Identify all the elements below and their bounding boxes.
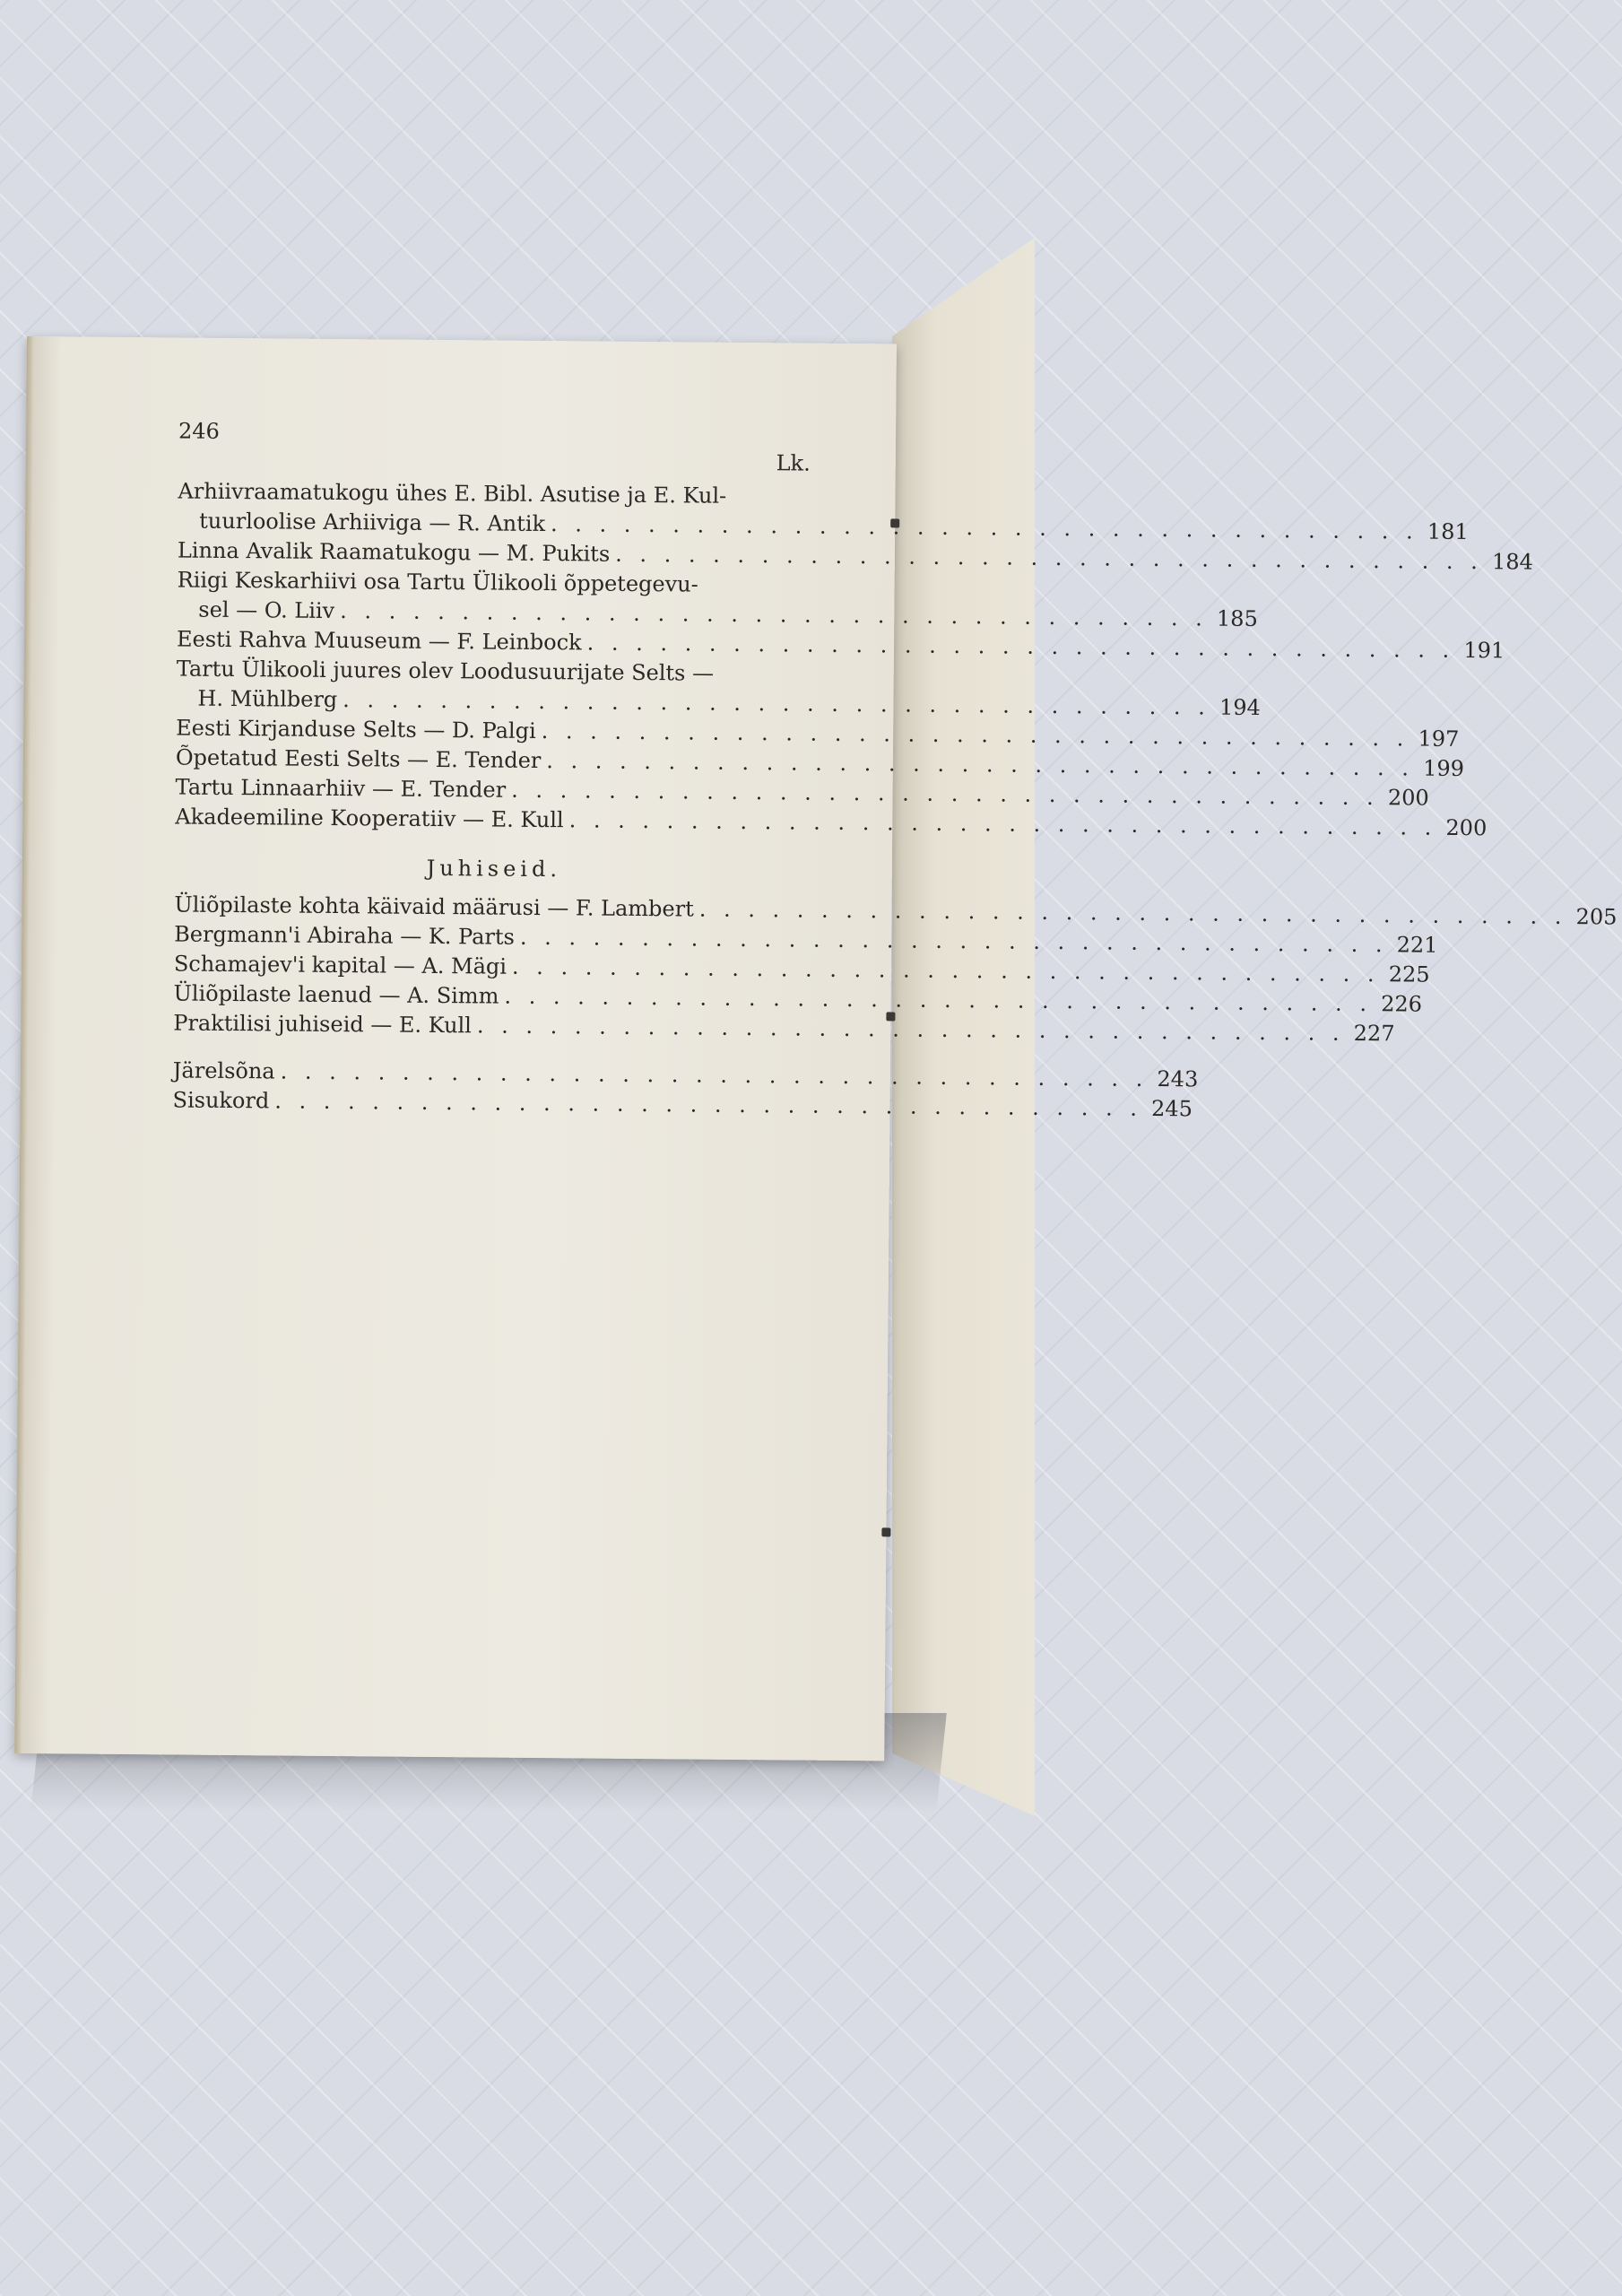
toc-entry-title: Eesti Kirjanduse Selts — D. Palgi — [176, 715, 536, 744]
toc-entry-title: Praktilisi juhiseid — E. Kull — [173, 1010, 473, 1039]
toc-entry-page: 221 — [1396, 932, 1438, 958]
toc-entry-title: Järelsõna — [172, 1057, 275, 1084]
toc-entry-title: H. Mühlberg — [197, 685, 338, 713]
toc-entry-page: 197 — [1418, 726, 1460, 752]
toc-entry-line: Arhiivraamatukogu ühes E. Bibl. Asutise ja E. Kul- — [178, 478, 727, 509]
leader-dots: . . . . . . . . . . . . . . . . . . . . . . . . . . . . . . . . . . . . — [586, 630, 1455, 663]
toc-entry-line: Riigi Keskarhiivi osa Tartu Ülikooli õppetegevu- — [177, 567, 698, 597]
toc-entry — [173, 1008, 1395, 1047]
toc-entry-page: 245 — [1150, 1095, 1193, 1122]
toc-entry-page: 194 — [1219, 694, 1261, 721]
leader-dots: . . . . . . . . . . . . . . . . . . . . . . . . . . . . . . . . . . . . — [568, 807, 1437, 840]
toc-entry-title: Õpetatud Eesti Selts — E. Tender — [175, 744, 542, 774]
toc-entry — [175, 802, 1488, 841]
toc-entry-page: 227 — [1353, 1020, 1395, 1047]
toc-entry-page: 184 — [1491, 549, 1533, 575]
leader-dots: . . . . . . . . . . . . . . . . . . . . . . . . . . . . . . . . . . . . — [280, 1058, 1149, 1091]
toc-entry-page: 181 — [1427, 518, 1469, 545]
page-edge — [14, 336, 34, 1753]
toc-entry-title: Tartu Linnaarhiiv — E. Tender — [175, 774, 507, 803]
toc-entry-page: 200 — [1445, 814, 1488, 841]
toc-entry-title: Eesti Rahva Muuseum — F. Leinbock — [176, 626, 582, 656]
toc-entry-title: Üliõpilaste kohta käivaid määrusi — F. Lambert — [174, 891, 694, 922]
toc-group — [175, 476, 1533, 841]
toc-entry-title: Sisukord — [172, 1087, 270, 1114]
leader-dots: . . . . . . . . . . . . . . . . . . . . . . . . . . . . . . . . . . . . — [698, 896, 1567, 930]
toc-entry-page: 200 — [1387, 785, 1429, 811]
page-column-label: Lk. — [776, 450, 811, 476]
toc-group — [172, 1056, 1199, 1122]
leader-dots: . . . . . . . . . . . . . . . . . . . . . . . . . . . . . . . . . . . . — [476, 1013, 1345, 1046]
toc-entry-page: 185 — [1216, 605, 1258, 631]
section-heading: Juhiseid. — [426, 855, 562, 883]
leader-dots: . . . . . . . . . . . . . . . . . . . . . . . . . . . . . . . . . . . . — [340, 598, 1208, 631]
leader-dots: . . . . . . . . . . . . . . . . . . . . . . . . . . . . . . . . . . . . — [511, 953, 1380, 987]
toc-entry-page: 225 — [1388, 961, 1430, 987]
leader-dots: . . . . . . . . . . . . . . . . . . . . . . . . . . . . . . . . . . . . — [541, 718, 1409, 752]
toc-entry-title: Linna Avalik Raamatukogu — M. Pukits — [177, 537, 611, 567]
leader-dots: . . . . . . . . . . . . . . . . . . . . . . . . . . . . . . . . . . . . — [274, 1088, 1143, 1121]
book-page — [14, 336, 1618, 1761]
toc-entry-title: Schamajev'i kapital — A. Mägi — [173, 951, 507, 979]
staple — [881, 1527, 890, 1536]
toc-entry-line: Tartu Ülikooli juures olev Loodusuurijate Selts — — [176, 656, 715, 686]
toc-entry-page: 199 — [1423, 755, 1465, 782]
table-of-contents — [172, 476, 1618, 1122]
toc-entry-title: tuurloolise Arhiiviga — R. Antik — [199, 508, 546, 537]
toc-entry-title: sel — O. Liiv — [198, 596, 335, 624]
leader-dots: . . . . . . . . . . . . . . . . . . . . . . . . . . . . . . . . . . . . — [519, 924, 1388, 958]
page-number: 246 — [178, 418, 221, 444]
toc-entry-title: Akadeemiline Kooperatiiv — E. Kull — [175, 804, 564, 833]
toc-group — [173, 890, 1618, 1047]
leader-dots: . . . . . . . . . . . . . . . . . . . . . . . . . . . . . . . . . . . . — [546, 748, 1415, 781]
leader-dots: . . . . . . . . . . . . . . . . . . . . . . . . . . . . . . . . . . . . — [343, 687, 1210, 720]
toc-entry-title: Üliõpilaste laenud — A. Simm — [173, 980, 499, 1009]
toc-entry-title: Bergmann'i Abiraha — K. Parts — [174, 921, 516, 950]
toc-entry-page: 191 — [1463, 637, 1505, 664]
leader-dots: . . . . . . . . . . . . . . . . . . . . . . . . . . . . . . . . . . . . — [615, 541, 1483, 575]
leader-dots: . . . . . . . . . . . . . . . . . . . . . . . . . . . . . . . . . . . . — [504, 983, 1373, 1017]
toc-entry-page: 226 — [1381, 991, 1423, 1017]
toc-entry — [172, 1085, 1193, 1122]
leader-dots: . . . . . . . . . . . . . . . . . . . . . . . . . . . . . . . . . . . . — [511, 777, 1379, 811]
toc-entry-page: 205 — [1575, 904, 1618, 930]
leader-dots: . . . . . . . . . . . . . . . . . . . . . . . . . . . . . . . . . . . . — [550, 511, 1418, 544]
toc-entry-page: 243 — [1157, 1066, 1199, 1092]
